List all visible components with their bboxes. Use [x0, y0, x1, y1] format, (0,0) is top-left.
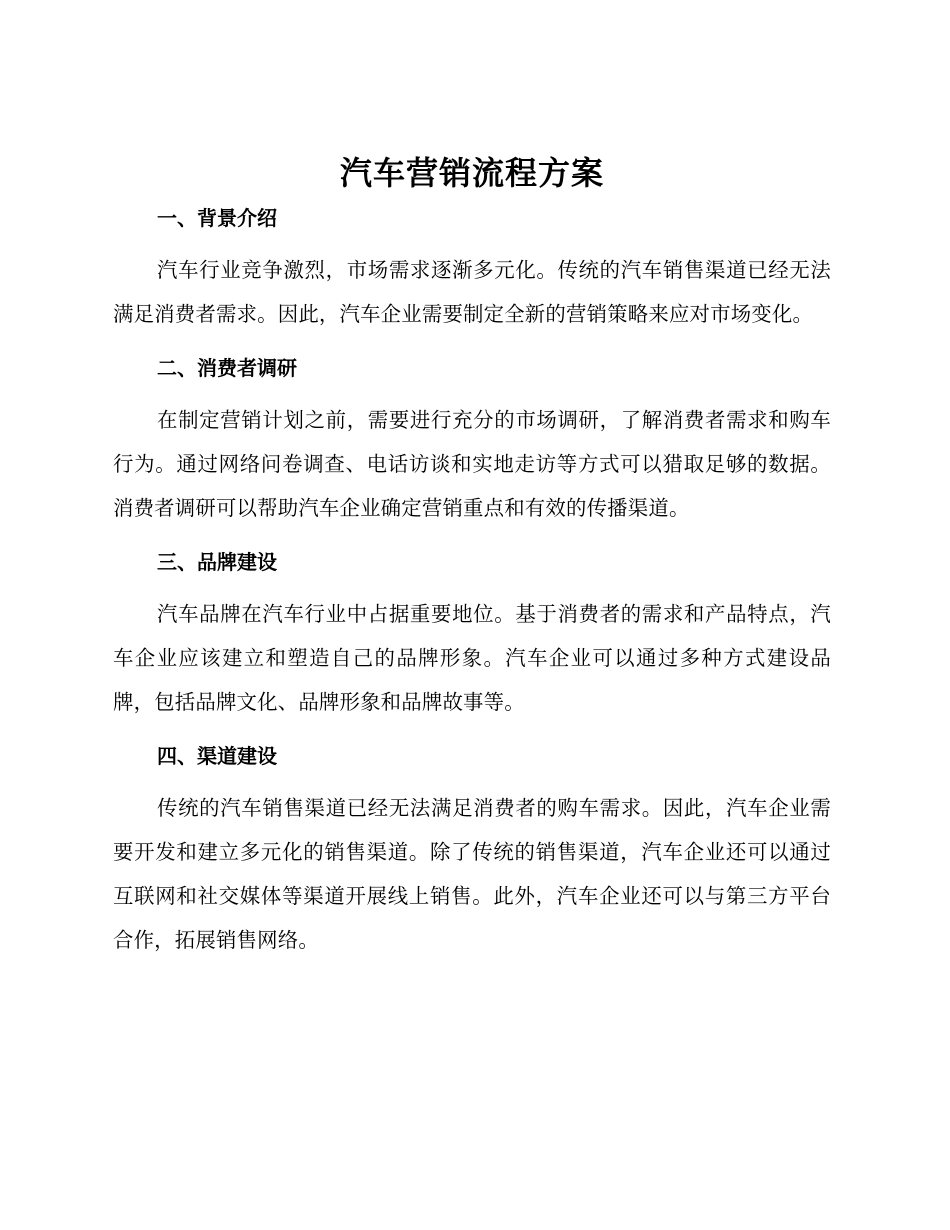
section-consumer-research — [113, 350, 831, 530]
section-paragraph: 汽车行业竞争激烈，市场需求逐渐多元化。传统的汽车销售渠道已经无法满足消费者需求。因此，汽车企业需要制定全新的营销策略来应对市场变化。 — [113, 258, 831, 326]
document-title: 汽车营销流程方案 — [339, 154, 604, 192]
section-paragraph: 汽车品牌在汽车行业中占据重要地位。基于消费者的需求和产品特点，汽车企业应该建立和塑造自己的品牌形象。汽车企业可以通过多种方式建设品牌，包括品牌文化、品牌形象和品牌故事等。 — [113, 602, 831, 714]
section-paragraph: 传统的汽车销售渠道已经无法满足消费者的购车需求。因此，汽车企业需要开发和建立多元化的销售渠道。除了传统的销售渠道，汽车企业还可以通过互联网和社交媒体等渠道开展线上销售。此外，汽车企业还可以与第三方平台合作，拓展销售网络。 — [113, 796, 831, 952]
section-heading: 三、品牌建设 — [157, 550, 277, 574]
section-heading: 四、渠道建设 — [157, 744, 277, 768]
section-brand-building — [113, 544, 831, 724]
section-paragraph: 在制定营销计划之前，需要进行充分的市场调研，了解消费者需求和购车行为。通过网络问卷调查、电话访谈和实地走访等方式可以猎取足够的数据。消费者调研可以帮助汽车企业确定营销重点和有效的传播渠道。 — [113, 408, 831, 520]
section-channel-building — [113, 738, 831, 962]
section-heading: 一、背景介绍 — [157, 206, 277, 230]
section-background — [113, 200, 831, 336]
section-heading: 二、消费者调研 — [157, 356, 297, 380]
document-page — [113, 148, 831, 976]
